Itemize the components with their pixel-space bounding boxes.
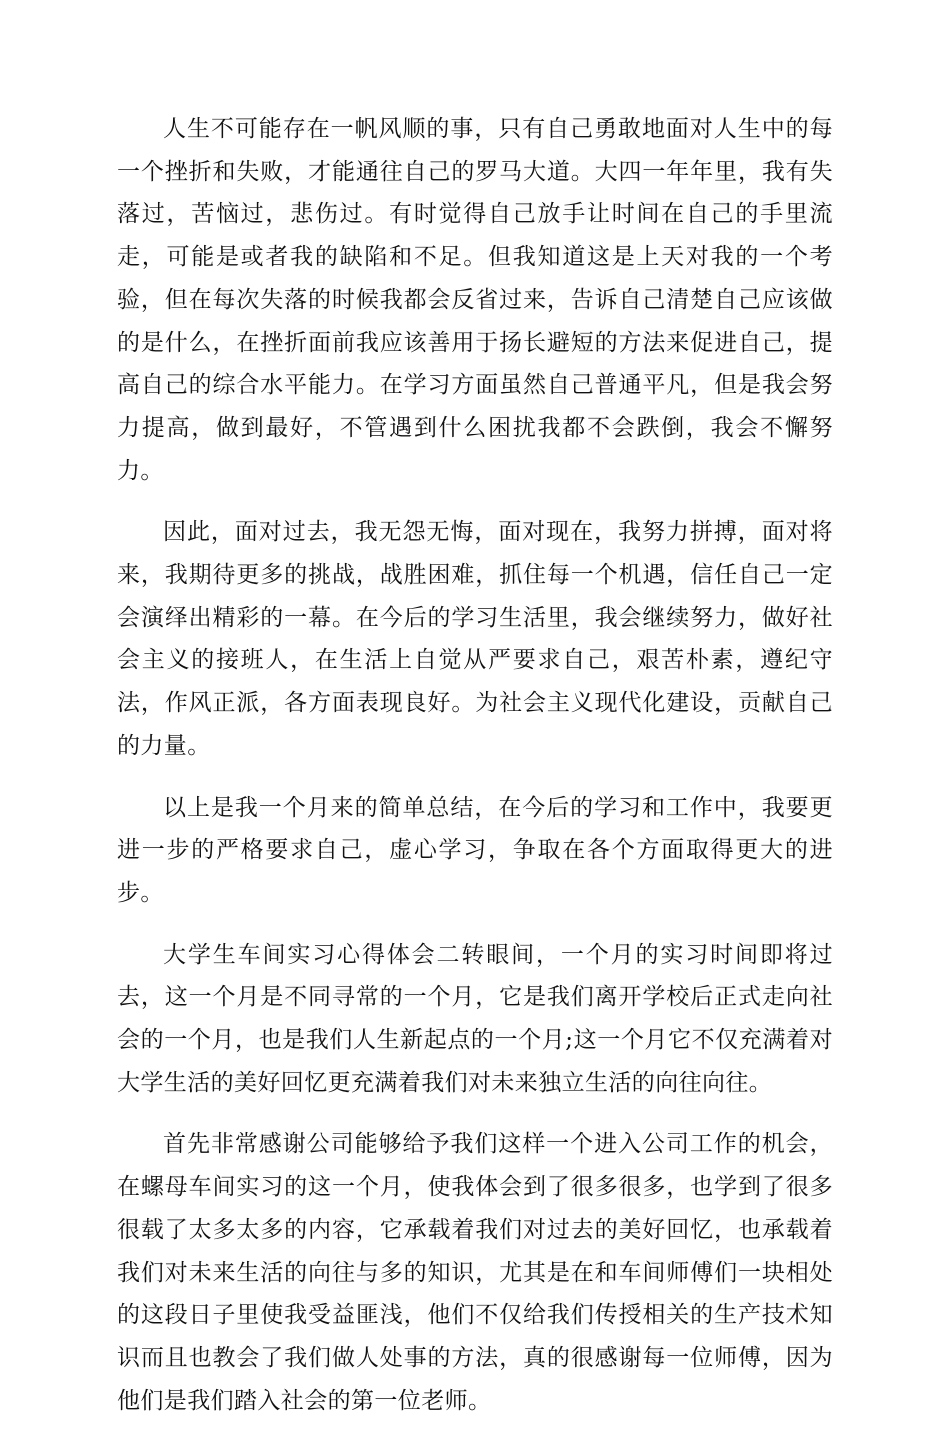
paragraph-3: 以上是我一个月来的简单总结，在今后的学习和工作中，我要更进一步的严格要求自己，虚心学习，争取在各个方面取得更大的进步。 [117, 794, 833, 906]
paragraph-2: 因此，面对过去，我无怨无悔，面对现在，我努力拼搏，面对将来，我期待更多的挑战，战胜困难，抓住每一个机遇，信任自己一定会演绎出精彩的一幕。在今后的学习生活里，我会继续努力，做好社会主义的接班人，在生活上自觉从严要求自己，艰苦朴素，遵纪守法，作风正派，各方面表现良好。为社会主义现代化建设，贡献自己的力量。 [117, 519, 833, 759]
paragraph-1: 人生不可能存在一帆风顺的事，只有自己勇敢地面对人生中的每一个挫折和失败，才能通往自己的罗马大道。大四一年年里，我有失落过，苦恼过，悲伤过。有时觉得自己放手让时间在自己的手里流走，可能是或者我的缺陷和不足。但我知道这是上天对我的一个考验，但在每次失落的时候我都会反省过来，告诉自己清楚自己应该做的是什么，在挫折面前我应该善用于扬长避短的方法来促进自己，提高自己的综合水平能力。在学习方面虽然自己普通平凡，但是我会努力提高，做到最好，不管遇到什么困扰我都不会跌倒，我会不懈努力。 [117, 116, 833, 484]
paragraph-5: 首先非常感谢公司能够给予我们这样一个进入公司工作的机会，在螺母车间实习的这一个月，使我体会到了很多很多，也学到了很多很载了太多太多的内容，它承载着我们对过去的美好回忆，也承载着我们对未来生活的向往与多的知识，尤其是在和车间师傅们一块相处的这段日子里使我受益匪浅，他们不仅给我们传授相关的生产技术知识而且也教会了我们做人处事的方法，真的很感谢每一位师傅，因为他们是我们踏入社会的第一位老师。 [117, 1131, 833, 1414]
document-body [117, 108, 833, 1441]
paragraph-4: 大学生车间实习心得体会二转眼间，一个月的实习时间即将过去，这一个月是不同寻常的一个月，它是我们离开学校后正式走向社会的一个月，也是我们人生新起点的一个月;这一个月它不仅充满着对大学生活的美好回忆更充满着我们对未来独立生活的向往向往。 [117, 941, 833, 1096]
